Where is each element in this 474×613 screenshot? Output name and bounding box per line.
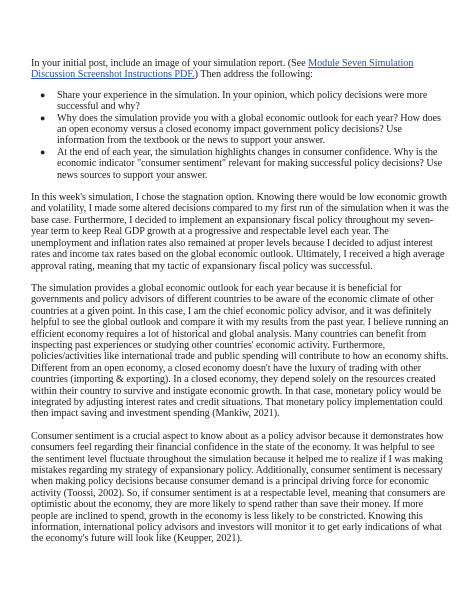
response-paragraph-global-outlook: The simulation provides a global economic outlook for each year because it is beneficial for governments and policy advisors of different countries to be aware of the economic climate of other countries at a given point. In this case, I am the chief economic policy advisor, and it was definitely helpful to see the global outlook and compare it with my results from the past year. I believe running an efficient economy requires a lot of historical and global analysis. Many countries can benefit from inspecting past experiences or studying other countries' economic activity. Furthermore, policies/activities like international trade and public spending will contribute to how an economy shifts. Different from an open economy, a closed economy doesn't have the luxury of trading with other countries (importing & exporting). In a closed economy, they depend solely on the resources created within their country to survive and instigate economic growth. In that case, monetary policy would be integrated by adjusting interest rates and credit situations. That monetary policy implementation could then impact saving and investment spending (Mankiw, 2021).	[31, 282, 449, 420]
response-paragraph-simulation-experience: In this week's simulation, I chose the stagnation option. Knowing there would be low economic growth and volatility, I made some altered decisions compared to my first run of the simulation when it was the base case. Furthermore, I decided to implement an expansionary fiscal policy throughout my seven-year term to keep Real GDP growth at a progressive and respectable level each year. The unemployment and inflation rates also remained at proper levels because I decided to adjust interest rates and income tax rates based on the global economic outlook. Ultimately, I received a high average approval rating, meaning that my tactic of expansionary fiscal policy was successful.	[31, 192, 449, 272]
prompt-text: At the end of each year, the simulation highlights changes in consumer confidence. Why is the economic indicator "consumer sentiment" relevant for making successful policy decisions? Use news sources to support your answer.	[57, 146, 443, 181]
prompt-item	[40, 89, 449, 113]
response-paragraph-consumer-sentiment: Consumer sentiment is a crucial aspect to know about as a policy advisor because it demonstrates how consumers feel regarding their financial confidence in the state of the economy. It was helpful to see the sentiment level fluctuate throughout the simulation because it helped me to realize if I was making mistakes regarding my strategy of expansionary policy. Additionally, consumer sentiment is necessary when making policy decisions because consumer demand is a principal driving force for economic activity (Toossi, 2002). So, if consumer sentiment is at a respectable level, meaning that consumers are optimistic about the economy, they are more likely to spend rather than save their money. If more people are inclined to spend, growth in the economy is less likely to be constricted. Knowing this information, international policy advisors and investors will monitor it to get early indications of what the economy's future will look like (Keupper, 2021).	[31, 430, 446, 545]
screenshot-instructions-link[interactable]: Module Seven Simulation Discussion Screenshot Instructions PDF.	[31, 58, 414, 81]
bullet-icon: ●	[40, 89, 46, 100]
prompt-text: Why does the simulation provide you with a global economic outlook for each year? How does an open economy versus a closed economy impact government policy decisions? Use information from the textbook or the news to support your answer.	[57, 112, 441, 147]
document-body	[31, 58, 449, 556]
prompt-item	[40, 112, 449, 147]
bullet-icon: ●	[40, 146, 46, 157]
assignment-intro	[31, 58, 449, 81]
bullet-icon: ●	[40, 112, 46, 123]
intro-text-before-link: In your initial post, include an image of your simulation report. (See	[31, 58, 309, 69]
prompt-item	[40, 146, 449, 181]
intro-text-after-link: ) Then address the following:	[194, 69, 313, 81]
discussion-prompts-list	[31, 90, 449, 181]
prompt-text: Share your experience in the simulation. In your opinion, which policy decisions were more successful and why?	[57, 89, 428, 113]
